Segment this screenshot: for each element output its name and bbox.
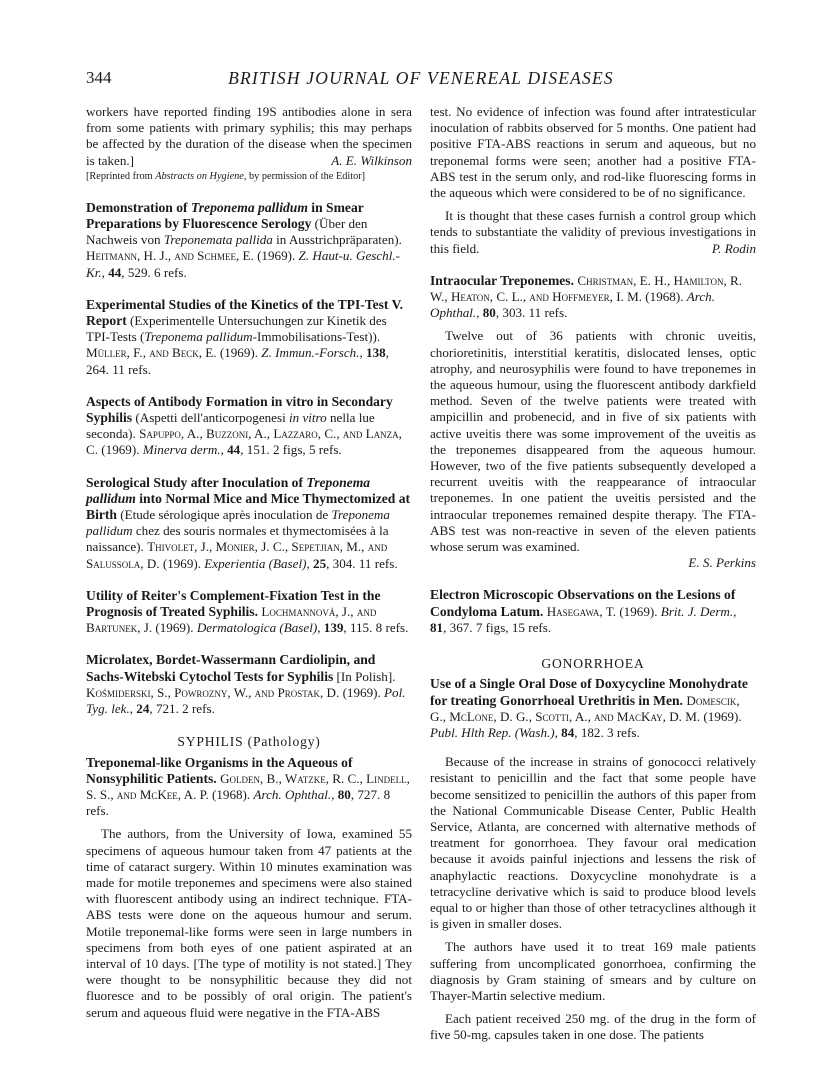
abstract-journal: Arch. Ophthal. xyxy=(430,289,716,321)
abstract-journal: Z. Haut-u. Geschl.-Kr. xyxy=(86,248,400,280)
abstract-title: Demonstration of Treponema pallidum in Smear Preparations by Fluorescence Serology xyxy=(86,199,364,232)
abstract-signature: A. E. Wilkinson xyxy=(331,152,412,168)
abstract-title: Utility of Reiter's Complement-Fixation Test in the Prognosis of Treated Syphilis. xyxy=(86,587,381,620)
abstract-authors: Sapuppo, A., Buzzoni, A., Lazzaro, C., and Lanza, C. xyxy=(86,426,402,458)
abstract-translation: (Experimentelle Untersuchungen zur Kinetik des TPI-Tests (Treponema pallidum-Immobilisations-Test)). xyxy=(86,313,387,345)
abstract-volume: 44 xyxy=(227,442,241,458)
abstract-authors: Heitmann, H. J., and Schmee, E. xyxy=(86,248,254,264)
abstract-entry: Utility of Reiter's Complement-Fixation Test in the Prognosis of Treated Syphilis. Lochmannová, J., and Bartunek, J. (1969). Dermatologica (Basel), 139, 115. 8 refs. xyxy=(86,587,409,636)
abstract-entry: Treponemal-like Organisms in the Aqueous of Nonsyphilitic Patients. Golden, B., Watzke, R. C., Lindell, S. S., and McKee, A. P. (1968). Arch. Ophthal., 80, 727. 8 refs. xyxy=(86,754,410,819)
abstract-authors: Domescik, G., McLone, D. G., Scotti, A., and MacKay, D. M. xyxy=(430,692,740,724)
abstract-volume: 80 xyxy=(337,786,351,802)
abstract-entry: Electron Microscopic Observations on the Lesions of Condyloma Latum. Hasegawa, T. (1969). Brit. J. Derm., 81, 367. 7 figs, 15 refs. xyxy=(430,587,737,635)
abstract-title: Experimental Studies of the Kinetics of the TPI-Test V. Report xyxy=(86,296,404,329)
abstract-journal: Dermatologica (Basel) xyxy=(196,620,318,636)
reprint-note: [Reprinted from Abstracts on Hygiene, by permission of the Editor] xyxy=(86,170,366,182)
abstract-authors: Müller, F., and Beck, E. xyxy=(86,345,217,361)
left-column xyxy=(86,104,412,1021)
abstract-body: test. No evidence of infection was found after intratesticular inoculation of rabbits observed for 5 months. One patient had positive FTA-ABS reactions in serum and aqueous, but no treponemal forms were seen; another had a positive FTA-ABS test in the serum only, and rod-like fluorescing forms in the aqueous which were considered to be of no significance. xyxy=(430,104,756,201)
abstract-journal: Experientia (Basel) xyxy=(204,555,307,571)
abstract-entry: Use of a Single Oral Dose of Doxycycline Monohydrate for treating Gonorrhoeal Urethritis in Men. Domescik, G., McLone, D. G., Scotti, A., and MacKay, D. M. (1969). Publ. Hlth Rep. (Wash.), 84, 182. 3 refs. xyxy=(430,676,748,740)
abstract-volume: 25 xyxy=(313,555,327,571)
abstract-title: Treponemal-like Organisms in the Aqueous of Nonsyphilitic Patients. xyxy=(86,754,353,786)
abstract-title: Aspects of Antibody Formation in vitro in Secondary Syphilis xyxy=(86,393,393,426)
abstract-signature: E. S. Perkins xyxy=(688,555,756,571)
abstract-authors: Christman, E. H., Hamilton, R. W., Heaton, C. L., and Hoffmeyer, I. M. xyxy=(430,272,743,305)
abstract-translation: [In Polish]. xyxy=(333,668,396,684)
abstract-translation: (Über den Nachweis von Treponemata pallida in Ausstrichpräparaten). xyxy=(86,216,402,248)
abstract-journal: Pol. Tyg. lek. xyxy=(86,684,406,717)
abstract-translation: (Aspetti dell'anticorpogenesi in vitro nella lue seconda). xyxy=(86,410,375,442)
abstract-volume: 84 xyxy=(561,724,575,740)
abstract-authors: Hasegawa, T. xyxy=(546,603,617,619)
abstract-authors: Kośmiderski, S., Powrozny, W., and Prostak, D. xyxy=(86,684,340,700)
abstract-title: Microlatex, Bordet-Wassermann Cardiolipin, and Sachs-Witebski Cytochol Tests for Syphilis xyxy=(86,652,376,684)
abstract-volume: 138 xyxy=(366,345,386,361)
journal-title: BRITISH JOURNAL OF VENEREAL DISEASES xyxy=(228,68,614,88)
abstract-title: Electron Microscopic Observations on the Lesions of Condyloma Latum. xyxy=(430,587,736,619)
abstract-authors: Lochmannová, J., and Bartunek, J. xyxy=(86,604,377,636)
abstract-journal: Brit. J. Derm. xyxy=(660,603,734,619)
abstract-journal: Publ. Hlth Rep. (Wash.) xyxy=(430,724,555,740)
abstract-volume: 44 xyxy=(108,264,122,280)
abstract-entry: Microlatex, Bordet-Wassermann Cardiolipin, and Sachs-Witebski Cytochol Tests for Syphilis [In Polish]. Kośmiderski, S., Powrozny, W., and Prostak, D. (1969). Pol. Tyg. lek., 24, 721. 2 refs. xyxy=(86,652,406,717)
section-heading: SYPHILIS (Pathology) xyxy=(177,734,321,750)
abstract-entry: Demonstration of Treponema pallidum in Smear Preparations by Fluorescence Serology (Über den Nachweis von Treponemata pallida in Ausstrichpräparaten). Heitmann, H. J., and Schmee, E. (1969). Z. Haut-u. Geschl.-Kr., 44, 529. 6 refs. xyxy=(86,199,402,280)
continued-abstract xyxy=(86,104,412,169)
abstract-entry: Aspects of Antibody Formation in vitro in Secondary Syphilis (Aspetti dell'anticorpogenesi in vitro nella lue seconda). Sapuppo, A., Buzzoni, A., Lazzaro, C., and Lanza, C. (1969). Minerva derm., 44, 151. 2 figs, 5 refs. xyxy=(86,393,402,458)
abstract-volume: 139 xyxy=(323,620,344,636)
section-heading: GONORRHOEA xyxy=(541,656,645,672)
abstract-body: The authors, from the University of Iowa, examined 55 specimens of aqueous humour taken from 47 patients at the time of cataract surgery. Within 10 minutes examination was made for motile treponemes and specimens were also stained with fluorescent antibody using an indirect technique. FTA-ABS tests were done on the aqueous humour and serum. Motile treponemal-like forms were seen in large numbers in specimens from both eyes of one patient aspirated at an interval of 10 days. [The type of motility is not stated.] They were thought to be nonsyphilitic because they did not fluoresce and to be possibly of oral origin. The patient's serum and aqueous fluid were negative in the FTA-ABS xyxy=(86,826,412,1020)
abstract-journal: Z. Immun.-Forsch. xyxy=(261,345,360,361)
abstract-translation: (Etude sérologique après inoculation de Treponema pallidum chez des souris normales et thymectomisées à la naissance). xyxy=(86,507,390,555)
abstract-volume: 80 xyxy=(482,305,496,321)
abstract-volume: 81 xyxy=(430,619,444,635)
abstract-body: The authors have used it to treat 169 male patients suffering from uncomplicated gonorrhoea, confirming the diagnosis by Gram staining of smears and by culture on Thayer-Martin selective medium. xyxy=(430,939,756,1003)
abstract-journal: Minerva derm. xyxy=(142,442,221,458)
abstract-body: Because of the increase in strains of gonococci relatively resistant to penicillin and the fact that some people have become sensitized to penicillin the authors of this paper from the National Communicable Disease Center, Public Health Service, Atlanta, are concerned with alternative methods of treatment for gonorrhoea. They favour oral medication because it avoids painful injections and lessens the risk of anaphylactic reactions. Doxycycline monohydrate is a tetracycline derivative which is said to produce blood levels equal to or higher than those of other tetracyclines although it is given in smaller doses. xyxy=(430,754,756,932)
abstract-entry: Experimental Studies of the Kinetics of the TPI-Test V. Report (Experimentelle Untersuchungen zur Kinetik des TPI-Tests (Treponema pallidum-Immobilisations-Test)). Müller, F., and Beck, E. (1969). Z. Immun.-Forsch., 138, 264. 11 refs. xyxy=(86,296,404,377)
abstract-body: workers have reported finding 19S antibodies alone in sera from some patients with primary syphilis; this may perhaps be affected by the duration of the disease when the specimen is taken.] A. E. Wilkinson xyxy=(86,104,412,168)
abstract-volume: 24 xyxy=(136,701,150,717)
page-number: 344 xyxy=(86,68,112,87)
abstract-entry: Intraocular Treponemes. Christman, E. H., Hamilton, R. W., Heaton, C. L., and Hoffmeyer, I. M. (1968). Arch. Ophthal., 80, 303. 11 refs. xyxy=(430,272,743,321)
abstract-authors: Golden, B., Watzke, R. C., Lindell, S. S., and McKee, A. P. xyxy=(86,770,410,802)
abstract-journal: Arch. Ophthal. xyxy=(253,786,332,802)
abstract-title: Serological Study after Inoculation of Treponema pallidum into Normal Mice and Mice Thymectomized at Birth xyxy=(86,474,411,523)
abstract-body: Twelve out of 36 patients with chronic uveitis, chorioretinitis, interstitial keratitis, dislocated lenses, optic atrophy, and neurosyphilis were found to have treponemes in the aqueous humour, using the fluorescent antibody darkfield method. Seven of the twelve patients were treated with ampicillin and probenecid, and in five of six patients with active uveitis there was some improvement of the uveitis as the treponemes disappeared from the aqueous humour. However, two of the five patients subsequently developed a recurrent uveitis with the reappearance of intraocular treponemes. In one patient the uveitis persisted and the intraocular treponemes remained despite therapy. The FTA-ABS test was non-reactive in seven of the eleven patients whose serum was examined. xyxy=(430,328,756,555)
page-header xyxy=(86,68,756,94)
abstract-entry: Serological Study after Inoculation of Treponema pallidum into Normal Mice and Mice Thymectomized at Birth (Etude sérologique après inoculation de Treponema pallidum chez des souris normales et thymectomisées à la naissance). Thivolet, J., Monier, J. C., Sepetjian, M., and Salussola, D. (1969). Experientia (Basel), 25, 304. 11 refs. xyxy=(86,474,411,571)
abstract-title: Intraocular Treponemes. xyxy=(430,272,578,288)
right-column xyxy=(430,104,756,1044)
abstract-signature: P. Rodin xyxy=(711,240,756,256)
abstract-body: Each patient received 250 mg. of the drug in the form of five 50-mg. capsules taken in one dose. The patients xyxy=(430,1011,756,1043)
abstract-title: Use of a Single Oral Dose of Doxycycline Monohydrate for treating Gonorrhoeal Urethritis in Men. xyxy=(430,676,748,708)
abstract-body: It is thought that these cases furnish a control group which tends to substantiate the validity of previous investigations in this field. P. Rodin xyxy=(430,208,756,256)
abstract-authors: Thivolet, J., Monier, J. C., Sepetjian, M., and Salussola, D. xyxy=(86,539,388,571)
